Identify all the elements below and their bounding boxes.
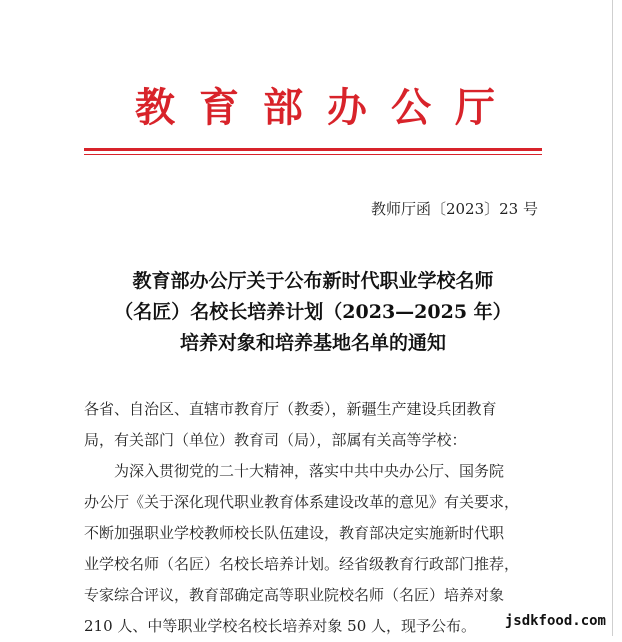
body-line: 210 人、中等职业学校名校长培养对象 50 人，现予公布。: [84, 617, 477, 635]
document-title-line: 教育部办公厅关于公布新时代职业学校名师: [132, 270, 494, 292]
body-line: 办公厅《关于深化现代职业教育体系建设改革的意见》有关要求，: [84, 493, 520, 511]
body-line: 专家综合评议，教育部确定高等职业院校名师（名匠）培养对象: [84, 586, 505, 604]
letterhead-red-rule-thin: [84, 154, 542, 155]
document-addressee: [84, 394, 542, 456]
document-title-line: 培养对象和培养基地名单的通知: [179, 332, 446, 354]
letterhead-title: 教育部办公厅: [135, 84, 519, 131]
body-line: 为深入贯彻党的二十大精神，落实中共中央办公厅、国务院: [114, 462, 505, 480]
document-body: [84, 456, 542, 642]
document-title-line: （名匠）名校长培养计划（2023—2025 年）: [114, 301, 512, 323]
addressee-line: 局，有关部门（单位）教育司（局），部属有关高等学校：: [84, 431, 467, 449]
body-line: 业学校名师（名匠）名校长培养计划。经省级教育行政部门推荐，: [84, 555, 520, 573]
page-edge-divider: [612, 0, 613, 636]
body-line: 不断加强职业学校教师校长队伍建设，教育部决定实施新时代职: [84, 524, 505, 542]
watermark: jsdkfood.com: [499, 610, 612, 632]
document-number: 教师厅函〔2023〕23 号: [370, 200, 538, 218]
document-title: [84, 266, 542, 359]
letterhead-red-rule: [84, 148, 542, 151]
addressee-line: 各省、自治区、直辖市教育厅（教委），新疆生产建设兵团教育: [84, 400, 497, 418]
